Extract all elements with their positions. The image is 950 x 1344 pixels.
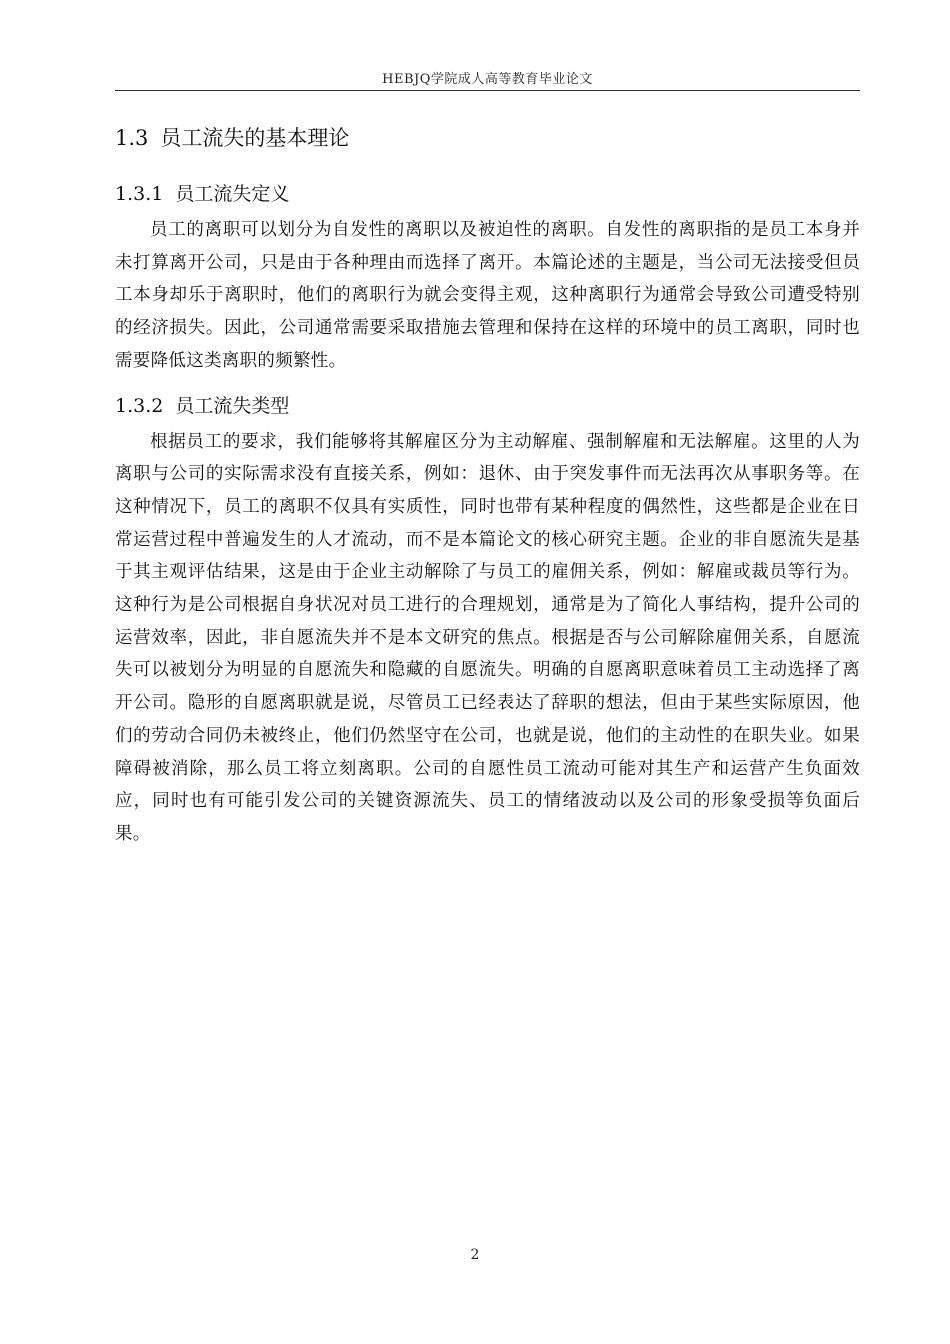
subsection-heading-1 [115, 174, 860, 214]
header-rule [115, 90, 860, 91]
section-title: 员工流失的基本理论 [160, 126, 350, 150]
page-number: 2 [470, 1247, 480, 1263]
section-heading [115, 118, 860, 158]
paragraph-definition: 员工的离职可以划分为自发性的离职以及被迫性的离职。自发性的离职指的是员工本身并未打算离开公司，只是由于各种理由而选择了离开。本篇论述的主题是，当公司无法接受但员工本身却乐于离职时，他们的离职行为就会变得主观，这种离职行为通常会导致公司遭受特别的经济损失。因此，公司通常需要采取措施去管理和保持在这样的环境中的员工离职，同时也需要降低这类离职的频繁性。 [115, 220, 860, 371]
subsection-title-2: 员工流失类型 [175, 394, 290, 417]
subsection-number-2: 1.3.2 [115, 394, 164, 417]
running-header: HEBJQ学院成人高等教育毕业论文 [382, 72, 593, 87]
paragraph-types: 根据员工的要求，我们能够将其解雇区分为主动解雇、强制解雇和无法解雇。这里的人为离职与公司的实际需求没有直接关系，例如：退休、由于突发事件而无法再次从事职务等。在这种情况下，员工的离职不仅具有实质性，同时也带有某种程度的偶然性，这些都是企业在日常运营过程中普遍发生的人才流动，而不是本篇论文的核心研究主题。企业的非自愿流失是基于其主观评估结果，这是由于企业主动解除了与员工的雇佣关系，例如：解雇或裁员等行为。这种行为是公司根据自身状况对员工进行的合理规划，通常是为了简化人事结构，提升公司的运营效率，因此，非自愿流失并不是本文研究的焦点。根据是否与公司解除雇佣关系，自愿流失可以被划分为明显的自愿流失和隐藏的自愿流失。明确的自愿离职意味着员工主动选择了离开公司。隐形的自愿离职就是说，尽管员工已经表达了辞职的想法，但由于某些实际原因，他们的劳动合同仍未被终止，他们仍然坚守在公司，也就是说，他们的主动性的在职失业。如果障碍被消除，那么员工将立刻离职。公司的自愿性员工流动可能对其生产和运营产生负面效应，同时也有可能引发公司的关键资源流失、员工的情绪波动以及公司的形象受损等负面后果。 [115, 431, 860, 844]
subsection-heading-2 [115, 386, 860, 426]
subsection-number-1: 1.3.1 [115, 183, 164, 205]
section-number: 1.3 [115, 126, 149, 150]
subsection-title-1: 员工流失定义 [175, 183, 290, 205]
page-content [115, 118, 860, 859]
